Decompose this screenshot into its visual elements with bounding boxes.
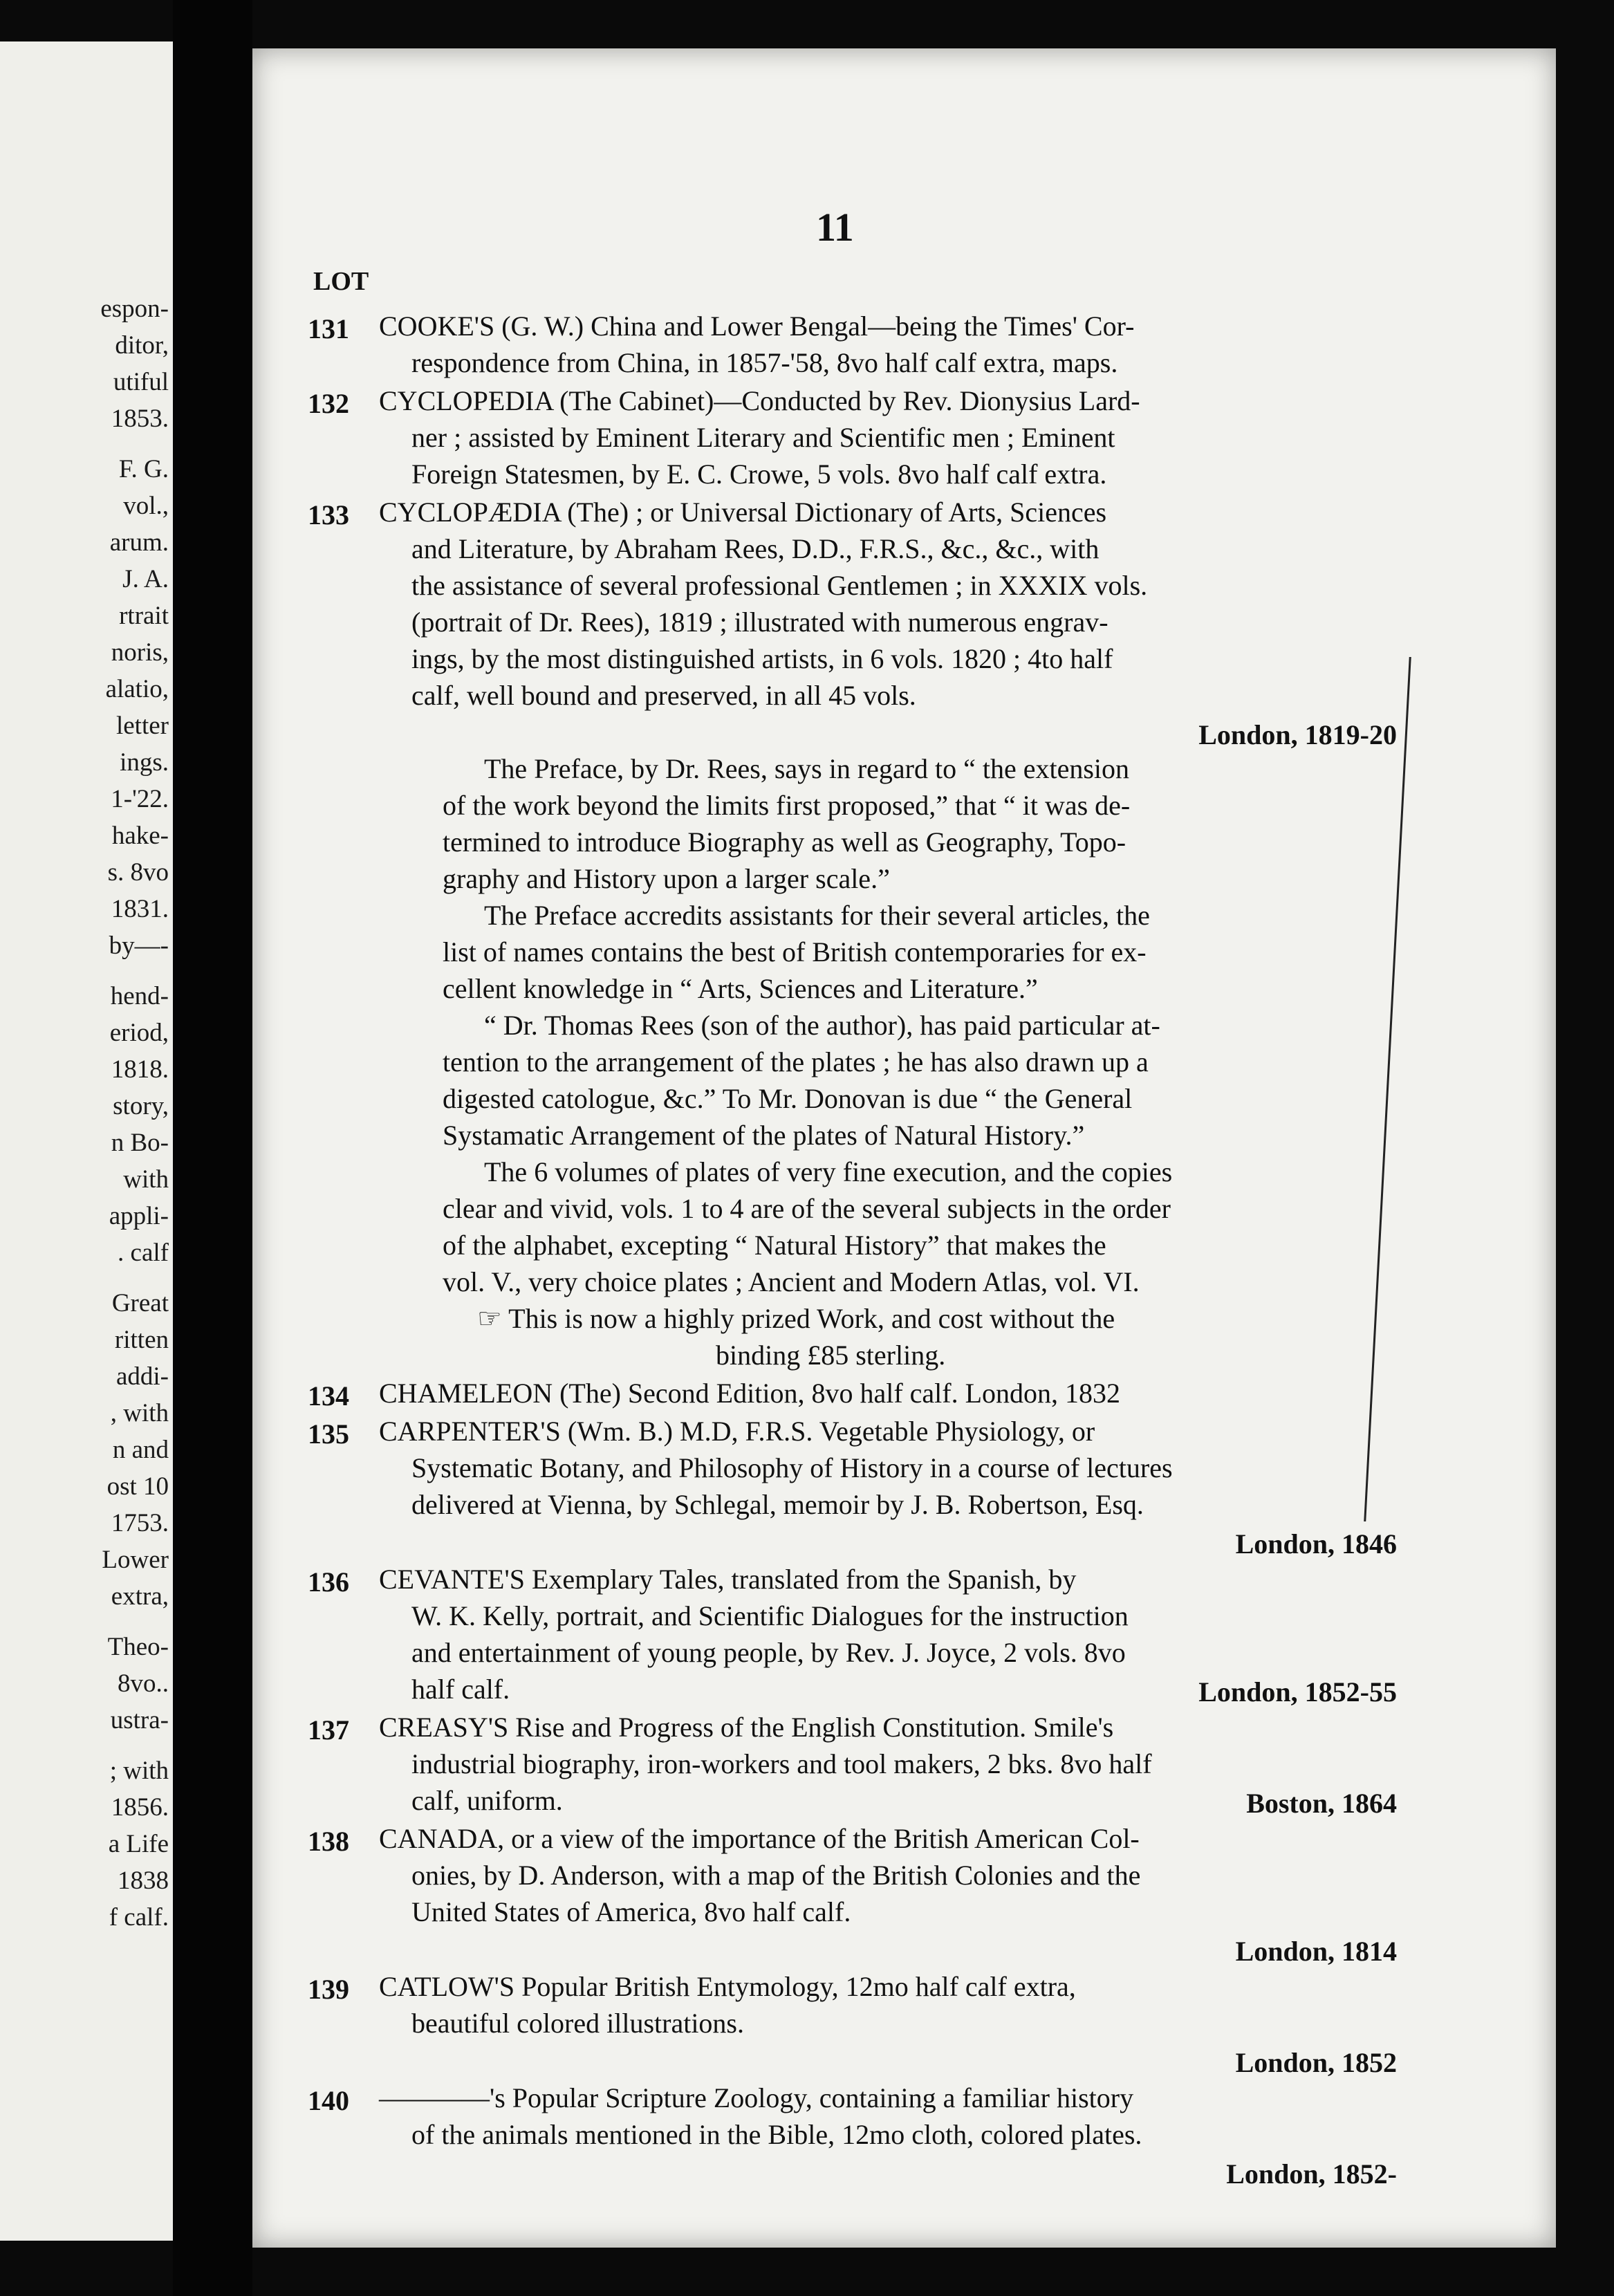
lot-note-line: ☞ This is now a highly prized Work, and cost without the <box>477 1303 1115 1334</box>
lot-note-line: graphy and History upon a larger scale.” <box>443 863 890 894</box>
left-page-text-fragment: n Bo- <box>111 1129 169 1157</box>
lot-title-line: CHAMELEON (The) Second Edition, 8vo half calf. London, 1832 <box>379 1378 1121 1409</box>
lot-note-line: termined to introduce Biography as well as Geography, Topo- <box>443 826 1126 858</box>
lot-number: 140 <box>308 2085 349 2116</box>
left-page-text-fragment: f calf. <box>109 1903 169 1932</box>
lot-imprint: London, 1852-55 <box>1198 1676 1397 1707</box>
left-page-text-fragment: ustra- <box>110 1706 169 1734</box>
lot-note-line: list of names contains the best of British contemporaries for ex- <box>443 936 1147 968</box>
page-number: 11 <box>816 205 854 250</box>
left-page-text-fragment: extra, <box>111 1582 169 1611</box>
lot-note-line: tention to the arrangement of the plates ; he has also drawn up a <box>443 1046 1149 1077</box>
lot-title-line: CEVANTE'S Exemplary Tales, translated from the Spanish, by <box>379 1564 1077 1595</box>
lot-number: 132 <box>308 388 349 419</box>
left-page-text-fragment: rtrait <box>119 602 169 630</box>
left-page-text-fragment: Lower <box>102 1546 169 1574</box>
lot-imprint: London, 1852 <box>1235 2047 1397 2078</box>
left-page-text-fragment: ditor, <box>115 331 169 360</box>
left-page-text-fragment: ritten <box>114 1326 169 1354</box>
lot-number: 139 <box>308 1974 349 2005</box>
lot-note-line: digested catologue, &c.” To Mr. Donovan is due “ the General <box>443 1083 1133 1114</box>
left-page-text-fragment: . calf <box>118 1239 169 1267</box>
left-page-text-fragment: Theo- <box>107 1633 169 1661</box>
lot-number: 138 <box>308 1826 349 1857</box>
lot-note-line: clear and vivid, vols. 1 to 4 are of the several subjects in the order <box>443 1193 1171 1224</box>
lot-description-line: United States of America, 8vo half calf. <box>411 1896 851 1927</box>
lot-description-line: (portrait of Dr. Rees), 1819 ; illustrated with numerous engrav- <box>411 607 1109 638</box>
lot-imprint: London, 1814 <box>1235 1936 1397 1967</box>
lot-title-line: CYCLOPEDIA (The Cabinet)—Conducted by Rev. Dionysius Lard- <box>379 385 1140 416</box>
lot-number: 136 <box>308 1566 349 1598</box>
lot-number: 137 <box>308 1714 349 1746</box>
lot-note-line: vol. V., very choice plates ; Ancient and Modern Atlas, vol. VI. <box>443 1266 1140 1297</box>
left-page-text-fragment: arum. <box>109 528 169 557</box>
lot-description-line: W. K. Kelly, portrait, and Scientific Dialogues for the instruction <box>411 1600 1129 1631</box>
left-page-text-fragment: ost 10 <box>106 1472 169 1501</box>
left-page-text-fragment: alatio, <box>105 675 169 703</box>
lot-description-line: onies, by D. Anderson, with a map of the British Colonies and the <box>411 1860 1141 1891</box>
left-page-text-fragment: 1838 <box>118 1867 169 1895</box>
lot-note-line: The Preface accredits assistants for their several articles, the <box>484 900 1150 931</box>
lot-number: 133 <box>308 499 349 530</box>
lot-imprint: London, 1852- <box>1226 2158 1397 2189</box>
lot-title-line: CATLOW'S Popular British Entymology, 12mo half calf extra, <box>379 1971 1076 2002</box>
lot-note-line: binding £85 sterling. <box>716 1340 946 1371</box>
lot-description-line: and entertainment of young people, by Rev. J. Joyce, 2 vols. 8vo <box>411 1637 1126 1668</box>
left-page-text-fragment: espon- <box>100 295 169 323</box>
left-page-text-fragment: noris, <box>111 638 169 667</box>
lot-description-line: respondence from China, in 1857-'58, 8vo half calf extra, maps. <box>411 347 1118 378</box>
lot-description-line: calf, well bound and preserved, in all 45 vols. <box>411 680 916 711</box>
book-gutter <box>173 0 252 2296</box>
left-page-text-fragment: 1818. <box>111 1055 169 1084</box>
lot-note-line: “ Dr. Thomas Rees (son of the author), has paid particular at- <box>484 1010 1160 1041</box>
lot-description-line: and Literature, by Abraham Rees, D.D., F.R.S., &c., &c., with <box>411 533 1100 564</box>
left-page-text-fragment: ings. <box>120 748 169 777</box>
lot-title-line: CREASY'S Rise and Progress of the English Constitution. Smile's <box>379 1712 1114 1743</box>
left-page-text-fragment: 8vo.. <box>118 1669 169 1698</box>
left-page-text-fragment: ; with <box>109 1757 169 1785</box>
lot-description-line: Systematic Botany, and Philosophy of History in a course of lectures <box>411 1452 1173 1483</box>
lot-description-line: half calf. <box>411 1674 510 1705</box>
left-page-text-fragment: letter <box>115 712 169 740</box>
left-page-text-fragment: appli- <box>109 1202 169 1230</box>
left-page-text-fragment: F. G. <box>118 455 169 483</box>
left-page-text-fragment: 1753. <box>111 1509 169 1537</box>
left-page-text-fragment: Great <box>111 1289 169 1317</box>
left-page-text-fragment: s. 8vo <box>107 858 169 887</box>
lot-title-line: ————'s Popular Scripture Zoology, containing a familiar history <box>379 2082 1134 2113</box>
left-page-text-fragment: 1853. <box>111 405 169 433</box>
lot-description-line: ner ; assisted by Eminent Literary and Scientific men ; Eminent <box>411 422 1115 453</box>
lot-note-line: of the alphabet, excepting “ Natural History” that makes the <box>443 1230 1106 1261</box>
lot-description-line: ings, by the most distinguished artists, in 6 vols. 1820 ; 4to half <box>411 643 1113 674</box>
left-page-text-fragment: addi- <box>115 1362 169 1391</box>
left-page-text-fragment: with <box>123 1165 169 1194</box>
left-page-text-fragment: by—- <box>109 932 169 960</box>
lot-note-line: Systamatic Arrangement of the plates of Natural History.” <box>443 1120 1085 1151</box>
left-page-text-fragment: , with <box>110 1399 169 1427</box>
lot-title-line: CANADA, or a view of the importance of the British American Col- <box>379 1823 1140 1854</box>
lot-note-line: cellent knowledge in “ Arts, Sciences and Literature.” <box>443 973 1038 1004</box>
lot-description-line: beautiful colored illustrations. <box>411 2008 744 2039</box>
lot-title-line: CYCLOPÆDIA (The) ; or Universal Dictionary of Arts, Sciences <box>379 497 1107 528</box>
lot-imprint: London, 1819-20 <box>1198 719 1397 750</box>
left-page-text-fragment: utiful <box>113 368 169 396</box>
left-page-text-fragment: 1-'22. <box>111 785 169 813</box>
lot-description-line: the assistance of several professional Gentlemen ; in XXXIX vols. <box>411 570 1148 601</box>
lot-note-line: The 6 volumes of plates of very fine execution, and the copies <box>484 1156 1173 1187</box>
lot-description-line: calf, uniform. <box>411 1785 563 1816</box>
lot-number: 131 <box>308 313 349 344</box>
lot-note-line: The Preface, by Dr. Rees, says in regard to “ the extension <box>484 753 1130 784</box>
lot-description-line: Foreign Statesmen, by E. C. Crowe, 5 vols. 8vo half calf extra. <box>411 459 1107 490</box>
left-page-text-fragment: 1831. <box>111 895 169 923</box>
left-page-text-fragment: story, <box>113 1092 169 1120</box>
left-page-text-fragment: n and <box>112 1436 169 1464</box>
lot-description-line: industrial biography, iron-workers and tool makers, 2 bks. 8vo half <box>411 1748 1152 1779</box>
left-page-text-fragment: hake- <box>111 822 169 850</box>
left-page-text-fragment: 1856. <box>111 1793 169 1822</box>
lot-column-header: LOT <box>313 267 369 296</box>
lot-title-line: CARPENTER'S (Wm. B.) M.D, F.R.S. Vegetable Physiology, or <box>379 1416 1095 1447</box>
lot-imprint: London, 1846 <box>1235 1528 1397 1559</box>
left-page-text-fragment: vol., <box>123 492 169 520</box>
lot-imprint: Boston, 1864 <box>1246 1788 1397 1819</box>
lot-note-line: of the work beyond the limits first proposed,” that “ it was de- <box>443 790 1131 821</box>
lot-description-line: delivered at Vienna, by Schlegal, memoir by J. B. Robertson, Esq. <box>411 1489 1144 1520</box>
lot-title-line: COOKE'S (G. W.) China and Lower Bengal—being the Times' Cor- <box>379 311 1135 342</box>
left-page-text-fragment: a Life <box>108 1830 169 1858</box>
left-page-text-fragment: eriod, <box>109 1019 169 1047</box>
left-page-text-fragment: hend- <box>110 982 169 1010</box>
left-page-text-fragment: J. A. <box>122 565 169 593</box>
lot-number: 135 <box>308 1418 349 1450</box>
lot-number: 134 <box>308 1380 349 1411</box>
left-page-fragment <box>0 41 173 2241</box>
lot-description-line: of the animals mentioned in the Bible, 12mo cloth, colored plates. <box>411 2119 1142 2150</box>
